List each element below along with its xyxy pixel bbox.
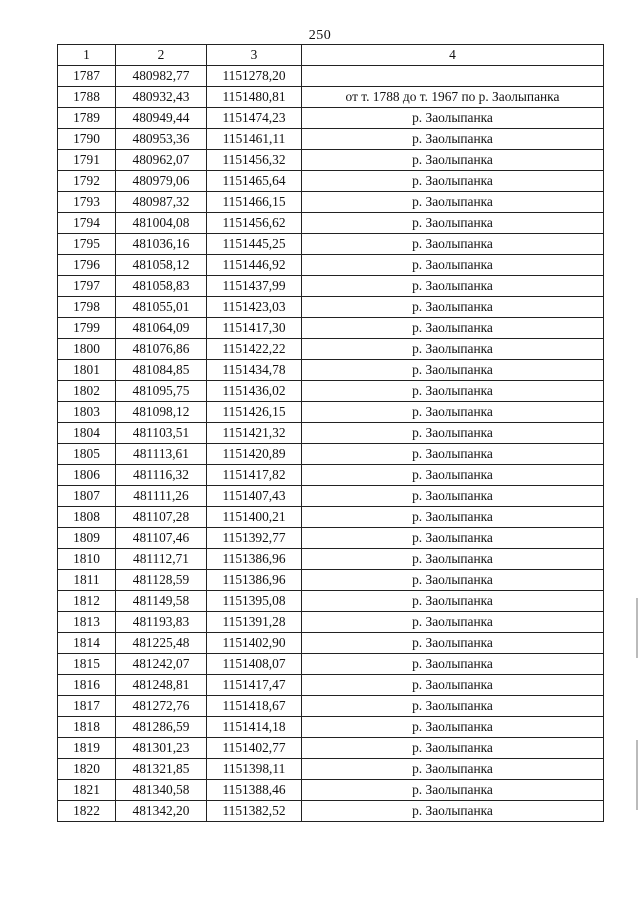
y-coordinate-cell: 1151480,81 xyxy=(207,87,302,108)
point-number-cell: 1801 xyxy=(58,360,116,381)
y-coordinate-cell: 1151398,11 xyxy=(207,759,302,780)
x-coordinate-cell: 481225,48 xyxy=(116,633,207,654)
y-coordinate-cell: 1151408,07 xyxy=(207,654,302,675)
x-coordinate-cell: 481004,08 xyxy=(116,213,207,234)
y-coordinate-cell: 1151417,47 xyxy=(207,675,302,696)
table-row xyxy=(58,759,604,780)
x-coordinate-cell: 481116,32 xyxy=(116,465,207,486)
point-number-cell: 1802 xyxy=(58,381,116,402)
point-number-cell: 1796 xyxy=(58,255,116,276)
description-cell: р. Заолыпанка xyxy=(302,759,604,780)
table-body xyxy=(58,66,604,822)
table-row xyxy=(58,402,604,423)
description-cell: р. Заолыпанка xyxy=(302,654,604,675)
description-cell: р. Заолыпанка xyxy=(302,570,604,591)
x-coordinate-cell: 481242,07 xyxy=(116,654,207,675)
description-cell: р. Заолыпанка xyxy=(302,633,604,654)
description-cell: р. Заолыпанка xyxy=(302,780,604,801)
description-cell: р. Заолыпанка xyxy=(302,255,604,276)
point-number-cell: 1788 xyxy=(58,87,116,108)
x-coordinate-cell: 480932,43 xyxy=(116,87,207,108)
description-cell: р. Заолыпанка xyxy=(302,402,604,423)
y-coordinate-cell: 1151278,20 xyxy=(207,66,302,87)
point-number-cell: 1808 xyxy=(58,507,116,528)
scan-artifact xyxy=(636,598,638,658)
point-number-cell: 1795 xyxy=(58,234,116,255)
y-coordinate-cell: 1151437,99 xyxy=(207,276,302,297)
y-coordinate-cell: 1151386,96 xyxy=(207,549,302,570)
x-coordinate-cell: 481272,76 xyxy=(116,696,207,717)
description-cell: р. Заолыпанка xyxy=(302,150,604,171)
y-coordinate-cell: 1151407,43 xyxy=(207,486,302,507)
header-description: 4 xyxy=(302,45,604,66)
point-number-cell: 1787 xyxy=(58,66,116,87)
x-coordinate-cell: 481064,09 xyxy=(116,318,207,339)
header-row xyxy=(58,45,604,66)
point-number-cell: 1821 xyxy=(58,780,116,801)
point-number-cell: 1807 xyxy=(58,486,116,507)
y-coordinate-cell: 1151386,96 xyxy=(207,570,302,591)
description-cell: от т. 1788 до т. 1967 по р. Заолыпанка xyxy=(302,87,604,108)
x-coordinate-cell: 481286,59 xyxy=(116,717,207,738)
point-number-cell: 1799 xyxy=(58,318,116,339)
x-coordinate-cell: 480953,36 xyxy=(116,129,207,150)
description-cell: р. Заолыпанка xyxy=(302,486,604,507)
x-coordinate-cell: 480987,32 xyxy=(116,192,207,213)
scan-artifact xyxy=(636,740,638,810)
header-x-coordinate: 2 xyxy=(116,45,207,66)
y-coordinate-cell: 1151422,22 xyxy=(207,339,302,360)
x-coordinate-cell: 481112,71 xyxy=(116,549,207,570)
y-coordinate-cell: 1151392,77 xyxy=(207,528,302,549)
y-coordinate-cell: 1151402,90 xyxy=(207,633,302,654)
description-cell xyxy=(302,66,604,87)
table-row xyxy=(58,591,604,612)
description-cell: р. Заолыпанка xyxy=(302,423,604,444)
description-cell: р. Заолыпанка xyxy=(302,213,604,234)
header-point-number: 1 xyxy=(58,45,116,66)
y-coordinate-cell: 1151391,28 xyxy=(207,612,302,633)
x-coordinate-cell: 481107,46 xyxy=(116,528,207,549)
description-cell: р. Заолыпанка xyxy=(302,675,604,696)
table-row xyxy=(58,486,604,507)
coordinates-table xyxy=(57,44,604,822)
point-number-cell: 1812 xyxy=(58,591,116,612)
y-coordinate-cell: 1151423,03 xyxy=(207,297,302,318)
x-coordinate-cell: 481113,61 xyxy=(116,444,207,465)
x-coordinate-cell: 481342,20 xyxy=(116,801,207,822)
description-cell: р. Заолыпанка xyxy=(302,234,604,255)
x-coordinate-cell: 481301,23 xyxy=(116,738,207,759)
x-coordinate-cell: 481340,58 xyxy=(116,780,207,801)
x-coordinate-cell: 480949,44 xyxy=(116,108,207,129)
table-header xyxy=(58,45,604,66)
point-number-cell: 1791 xyxy=(58,150,116,171)
point-number-cell: 1803 xyxy=(58,402,116,423)
table-row xyxy=(58,87,604,108)
x-coordinate-cell: 481076,86 xyxy=(116,339,207,360)
point-number-cell: 1790 xyxy=(58,129,116,150)
point-number-cell: 1817 xyxy=(58,696,116,717)
x-coordinate-cell: 481084,85 xyxy=(116,360,207,381)
table-row xyxy=(58,528,604,549)
table-row xyxy=(58,465,604,486)
point-number-cell: 1804 xyxy=(58,423,116,444)
y-coordinate-cell: 1151445,25 xyxy=(207,234,302,255)
description-cell: р. Заолыпанка xyxy=(302,276,604,297)
table-row xyxy=(58,381,604,402)
description-cell: р. Заолыпанка xyxy=(302,381,604,402)
table-row xyxy=(58,801,604,822)
y-coordinate-cell: 1151436,02 xyxy=(207,381,302,402)
table-row xyxy=(58,339,604,360)
point-number-cell: 1798 xyxy=(58,297,116,318)
table-row xyxy=(58,150,604,171)
description-cell: р. Заолыпанка xyxy=(302,108,604,129)
description-cell: р. Заолыпанка xyxy=(302,696,604,717)
description-cell: р. Заолыпанка xyxy=(302,360,604,381)
table-row xyxy=(58,318,604,339)
y-coordinate-cell: 1151461,11 xyxy=(207,129,302,150)
x-coordinate-cell: 481107,28 xyxy=(116,507,207,528)
x-coordinate-cell: 480962,07 xyxy=(116,150,207,171)
x-coordinate-cell: 481128,59 xyxy=(116,570,207,591)
table-row xyxy=(58,234,604,255)
x-coordinate-cell: 481248,81 xyxy=(116,675,207,696)
description-cell: р. Заолыпанка xyxy=(302,801,604,822)
description-cell: р. Заолыпанка xyxy=(302,339,604,360)
point-number-cell: 1819 xyxy=(58,738,116,759)
x-coordinate-cell: 481036,16 xyxy=(116,234,207,255)
description-cell: р. Заолыпанка xyxy=(302,612,604,633)
point-number-cell: 1792 xyxy=(58,171,116,192)
x-coordinate-cell: 481103,51 xyxy=(116,423,207,444)
point-number-cell: 1814 xyxy=(58,633,116,654)
y-coordinate-cell: 1151465,64 xyxy=(207,171,302,192)
table-row xyxy=(58,255,604,276)
point-number-cell: 1820 xyxy=(58,759,116,780)
table-row xyxy=(58,444,604,465)
description-cell: р. Заолыпанка xyxy=(302,591,604,612)
point-number-cell: 1815 xyxy=(58,654,116,675)
point-number-cell: 1816 xyxy=(58,675,116,696)
y-coordinate-cell: 1151474,23 xyxy=(207,108,302,129)
point-number-cell: 1809 xyxy=(58,528,116,549)
x-coordinate-cell: 481095,75 xyxy=(116,381,207,402)
header-y-coordinate: 3 xyxy=(207,45,302,66)
x-coordinate-cell: 481193,83 xyxy=(116,612,207,633)
table-row xyxy=(58,654,604,675)
description-cell: р. Заолыпанка xyxy=(302,297,604,318)
table-row xyxy=(58,276,604,297)
description-cell: р. Заолыпанка xyxy=(302,444,604,465)
x-coordinate-cell: 481098,12 xyxy=(116,402,207,423)
description-cell: р. Заолыпанка xyxy=(302,318,604,339)
table-row xyxy=(58,633,604,654)
x-coordinate-cell: 481058,12 xyxy=(116,255,207,276)
point-number-cell: 1806 xyxy=(58,465,116,486)
table-row xyxy=(58,66,604,87)
y-coordinate-cell: 1151446,92 xyxy=(207,255,302,276)
table-row xyxy=(58,738,604,759)
y-coordinate-cell: 1151382,52 xyxy=(207,801,302,822)
x-coordinate-cell: 481321,85 xyxy=(116,759,207,780)
point-number-cell: 1789 xyxy=(58,108,116,129)
point-number-cell: 1797 xyxy=(58,276,116,297)
table-row xyxy=(58,612,604,633)
table-row xyxy=(58,192,604,213)
description-cell: р. Заолыпанка xyxy=(302,738,604,759)
point-number-cell: 1800 xyxy=(58,339,116,360)
y-coordinate-cell: 1151466,15 xyxy=(207,192,302,213)
table-row xyxy=(58,717,604,738)
y-coordinate-cell: 1151456,62 xyxy=(207,213,302,234)
point-number-cell: 1811 xyxy=(58,570,116,591)
description-cell: р. Заолыпанка xyxy=(302,465,604,486)
y-coordinate-cell: 1151434,78 xyxy=(207,360,302,381)
table-row xyxy=(58,507,604,528)
point-number-cell: 1813 xyxy=(58,612,116,633)
table-row xyxy=(58,297,604,318)
y-coordinate-cell: 1151456,32 xyxy=(207,150,302,171)
table-row xyxy=(58,213,604,234)
point-number-cell: 1810 xyxy=(58,549,116,570)
description-cell: р. Заолыпанка xyxy=(302,192,604,213)
table-row xyxy=(58,570,604,591)
x-coordinate-cell: 480979,06 xyxy=(116,171,207,192)
description-cell: р. Заолыпанка xyxy=(302,507,604,528)
table-row xyxy=(58,675,604,696)
table-row xyxy=(58,129,604,150)
y-coordinate-cell: 1151400,21 xyxy=(207,507,302,528)
description-cell: р. Заолыпанка xyxy=(302,549,604,570)
description-cell: р. Заолыпанка xyxy=(302,528,604,549)
x-coordinate-cell: 481149,58 xyxy=(116,591,207,612)
point-number-cell: 1818 xyxy=(58,717,116,738)
y-coordinate-cell: 1151402,77 xyxy=(207,738,302,759)
y-coordinate-cell: 1151426,15 xyxy=(207,402,302,423)
y-coordinate-cell: 1151417,30 xyxy=(207,318,302,339)
point-number-cell: 1793 xyxy=(58,192,116,213)
y-coordinate-cell: 1151418,67 xyxy=(207,696,302,717)
point-number-cell: 1794 xyxy=(58,213,116,234)
table-row xyxy=(58,780,604,801)
page-number: 250 xyxy=(308,28,332,43)
y-coordinate-cell: 1151395,08 xyxy=(207,591,302,612)
description-cell: р. Заолыпанка xyxy=(302,129,604,150)
table-row xyxy=(58,360,604,381)
description-cell: р. Заолыпанка xyxy=(302,171,604,192)
x-coordinate-cell: 481058,83 xyxy=(116,276,207,297)
y-coordinate-cell: 1151388,46 xyxy=(207,780,302,801)
y-coordinate-cell: 1151420,89 xyxy=(207,444,302,465)
table-row xyxy=(58,696,604,717)
table-row xyxy=(58,108,604,129)
table-row xyxy=(58,549,604,570)
table-row xyxy=(58,171,604,192)
x-coordinate-cell: 480982,77 xyxy=(116,66,207,87)
point-number-cell: 1822 xyxy=(58,801,116,822)
x-coordinate-cell: 481111,26 xyxy=(116,486,207,507)
table-row xyxy=(58,423,604,444)
y-coordinate-cell: 1151414,18 xyxy=(207,717,302,738)
description-cell: р. Заолыпанка xyxy=(302,717,604,738)
y-coordinate-cell: 1151417,82 xyxy=(207,465,302,486)
point-number-cell: 1805 xyxy=(58,444,116,465)
y-coordinate-cell: 1151421,32 xyxy=(207,423,302,444)
x-coordinate-cell: 481055,01 xyxy=(116,297,207,318)
